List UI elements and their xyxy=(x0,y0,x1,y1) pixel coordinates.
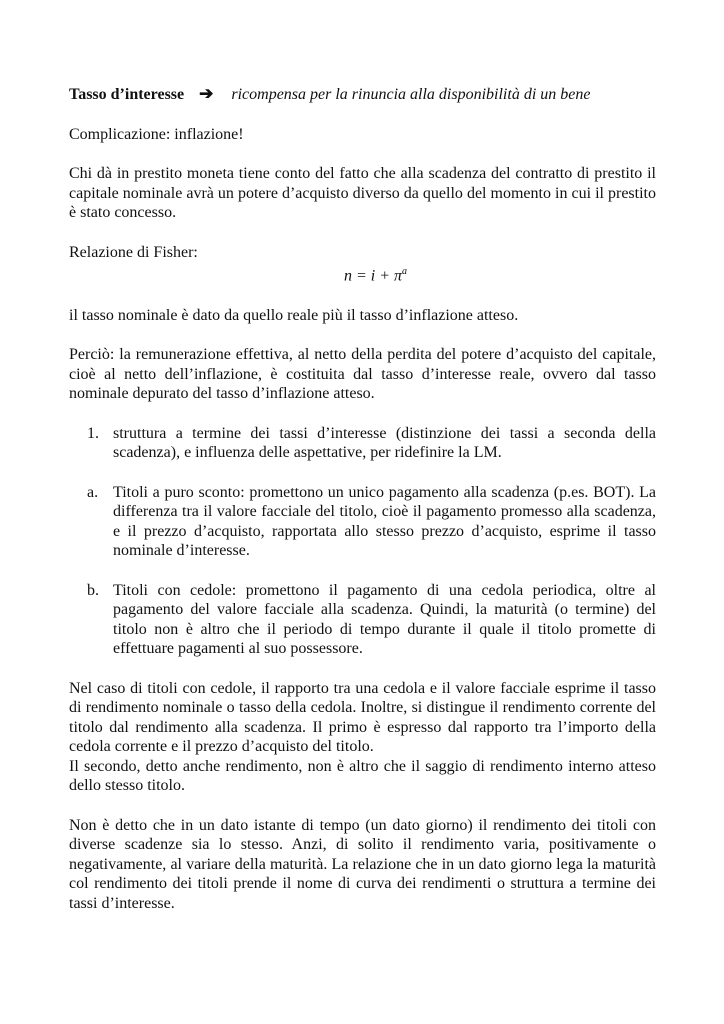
document-page xyxy=(69,84,656,913)
paragraph-loan: Chi dà in prestito moneta tiene conto del fatto che alla scadenza del contratto di prestito il capitale nominale avrà un potere d’acquisto diverso da quello del momento in cui il prestito è stato concesso. xyxy=(69,165,656,221)
heading-definition: ricompensa per la rinuncia alla disponibilità di un bene xyxy=(231,86,591,103)
list-marker: 1. xyxy=(87,424,99,442)
list-item-text: Titoli a puro sconto: promettono un unico pagamento alla scadenza (p.es. BOT). La differenza tra il valore facciale del titolo, cioè il pagamento promesso alla scadenza, e il prezzo d’acquisto, rapportata allo stesso prezzo d’acquisto, esprime il tasso nominale d’interesse. xyxy=(113,483,656,560)
heading-term: Tasso d’interesse xyxy=(69,86,185,103)
fisher-formula xyxy=(95,262,656,286)
list-marker: a. xyxy=(87,483,99,501)
complication-line: Complicazione: inflazione! xyxy=(69,125,244,143)
list-item-text: struttura a termine dei tassi d’interesse (distinzione dei tassi a seconda della scadenza), e influenza delle aspettative, per ridefinire la LM. xyxy=(113,424,656,462)
list-item xyxy=(87,581,656,659)
paragraph-yield-curve: Non è detto che in un dato istante di tempo (un dato giorno) il rendimento dei titoli con diverse scadenze sia lo stesso. Anzi, di solito il rendimento varia, positivamente o negativamente, al variare della maturità. La relazione che in un dato giorno lega la maturità col rendimento dei titoli prende il nome di curva dei rendimenti o struttura a termine dei tassi d’interesse. xyxy=(69,816,656,912)
heading-line xyxy=(69,84,656,105)
list-marker: b. xyxy=(87,581,99,599)
right-arrow-icon: ➔ xyxy=(199,84,214,103)
list-item xyxy=(87,424,656,463)
paragraph-nominal: il tasso nominale è dato da quello reale più il tasso d’inflazione atteso. xyxy=(69,306,519,324)
paragraph-coupon: Nel caso di titoli con cedole, il rapporto tra una cedola e il valore facciale esprime il tasso di rendimento nominale o tasso della cedola. Inoltre, si distingue il rendimento corrente del titolo dal rendimento alla scadenza. Il primo è espresso dal rapporto tra l’importo della cedola corrente e il prezzo d’acquisto del titolo. xyxy=(69,679,656,756)
fisher-label: Relazione di Fisher: xyxy=(69,243,198,261)
paragraph-second: Il secondo, detto anche rendimento, non è altro che il saggio di rendimento interno atteso dello stesso titolo. xyxy=(69,757,656,795)
fisher-formula-superscript: a xyxy=(402,266,408,277)
list-item xyxy=(87,483,656,561)
paragraph-therefore: Perciò: la remunerazione effettiva, al netto della perdita del potere d’acquisto del capitale, cioè al netto dell’inflazione, è costituita dal tasso d’interesse reale, ovvero dal tasso nominale depurato del tasso d’inflazione atteso. xyxy=(69,346,656,403)
list-item-text: Titoli con cedole: promettono il pagamento di una cedola periodica, oltre al pagamento del valore facciale alla scadenza. Quindi, la maturità (o termine) del titolo non è altro che il periodo di tempo durante il quale il titolo promette di effettuare pagamenti al suo possessore. xyxy=(113,581,656,658)
fisher-formula-main: n = i + π xyxy=(343,267,403,285)
